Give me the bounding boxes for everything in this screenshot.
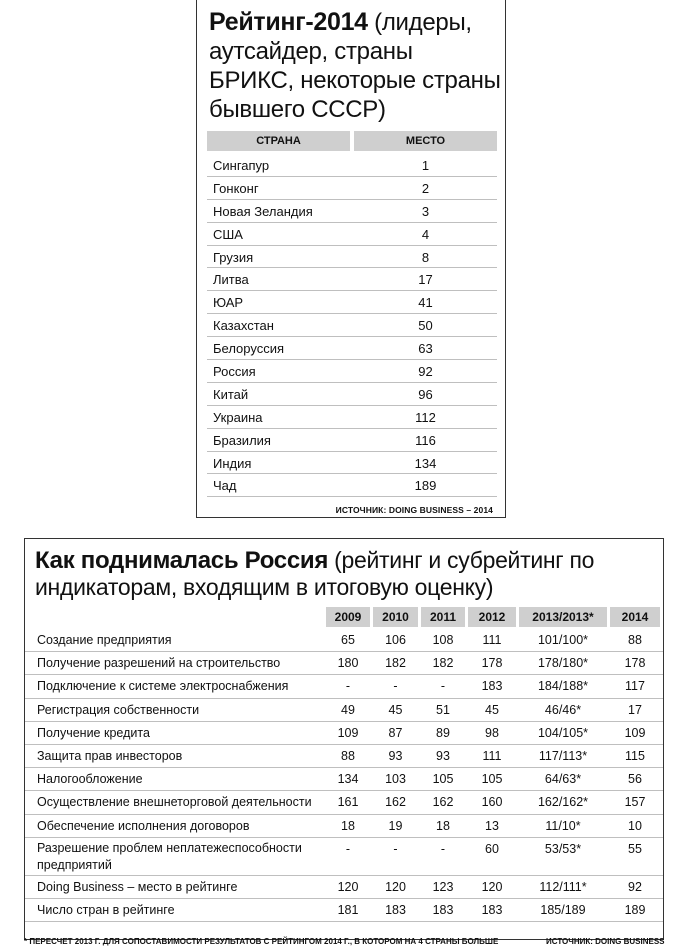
indicator-value: 45 [485, 702, 499, 717]
indicator-value: - [345, 679, 351, 694]
indicator-value: - [440, 679, 446, 694]
indicator-value: 123 [432, 879, 454, 894]
indicator-value: 101/100* [537, 633, 589, 647]
panel1-table-body [207, 154, 497, 497]
panel2-table-header [25, 607, 663, 627]
country-place: 50 [418, 318, 433, 334]
table-row [207, 314, 497, 337]
indicator-value: 64/63* [544, 772, 582, 787]
table-row [25, 675, 663, 698]
panel2-table-body [25, 629, 663, 922]
table-row [25, 745, 663, 768]
indicator-value: 93 [388, 748, 403, 763]
panel1-title-bold: Рейтинг-2014 [209, 8, 368, 36]
country-name: Чад [213, 478, 237, 494]
indicator-value: 183 [385, 902, 406, 917]
indicator-label: Налогообложение [37, 772, 143, 787]
indicator-value: 105 [481, 772, 503, 787]
indicator-value: 103 [385, 772, 406, 787]
indicator-value: 93 [436, 748, 450, 763]
indicator-value: 105 [432, 772, 454, 787]
indicator-value: 51 [436, 702, 450, 717]
indicator-value: 87 [388, 725, 403, 740]
indicator-value: 183 [432, 902, 454, 917]
country-name: Белоруссия [213, 341, 285, 357]
indicator-value: 17 [628, 702, 642, 717]
table-row [207, 246, 497, 269]
panel1-title-rest: (лидеры, аутсайдер, страны БРИКС, некоторые страны бывшего СССР) [209, 9, 501, 123]
indicator-value: 162 [432, 795, 454, 810]
indicator-value: 162 [385, 795, 406, 810]
header-country: СТРАНА [207, 131, 350, 151]
country-place: 17 [418, 272, 433, 288]
indicator-value: 88 [341, 748, 355, 763]
indicator-value: - [345, 841, 351, 856]
table-row [207, 200, 497, 223]
indicator-value: - [393, 841, 398, 856]
panel1-source: ИСТОЧНИК: DOING BUSINESS – 2014 [335, 505, 493, 515]
indicator-value: 106 [385, 633, 406, 647]
indicator-value: 46/46* [544, 702, 582, 717]
table-row [25, 876, 663, 899]
panel2-title [35, 547, 655, 601]
indicator-value: 109 [337, 725, 359, 740]
panel2-footnote: * ПЕРЕСЧЕТ 2013 Г. ДЛЯ СОПОСТАВИМОСТИ РЕЗУЛЬТАТОВ С РЕЙТИНГОМ 2014 Г., В КОТОРОМ НА 4 СТРАНЫ БОЛЬШЕ [24, 937, 499, 946]
indicator-value: 65 [341, 633, 355, 647]
indicator-label: Защита прав инвесторов [37, 748, 183, 763]
country-name: Гонконг [213, 180, 259, 196]
indicator-value: 120 [481, 879, 503, 894]
indicator-value: 117 [625, 679, 645, 694]
country-place: 2 [421, 180, 430, 196]
header-year: 2014 [610, 607, 660, 627]
table-row [207, 474, 497, 497]
indicator-value: 108 [432, 633, 454, 647]
indicator-value: 180 [337, 656, 359, 671]
country-name: Россия [213, 364, 256, 380]
indicator-value: 162/162* [537, 795, 589, 810]
header-year: 2013/2013* [519, 607, 607, 627]
table-row [207, 452, 497, 475]
country-name: Литва [213, 272, 249, 288]
indicator-label: Обеспечение исполнения договоров [37, 818, 250, 833]
indicator-value: 98 [485, 725, 499, 740]
table-row [207, 154, 497, 177]
panel1-table-header [207, 131, 497, 151]
indicator-label: Получение кредита [37, 725, 150, 740]
indicator-label: Разрешение проблем неплатежеспособности предприятий [37, 840, 302, 872]
table-row [25, 652, 663, 675]
indicator-value: 10 [628, 818, 642, 833]
country-name: Новая Зеландия [213, 203, 313, 219]
indicator-value: 109 [624, 725, 646, 740]
indicator-value: 45 [388, 702, 403, 717]
country-name: Бразилия [213, 432, 271, 448]
indicator-label: Регистрация собственности [37, 702, 200, 717]
russia-progress-panel [24, 538, 664, 940]
indicator-value: 181 [337, 902, 359, 917]
country-place: 1 [421, 158, 430, 173]
indicator-value: 56 [628, 772, 642, 787]
indicator-value: 182 [385, 656, 406, 671]
indicator-value: 13 [485, 818, 499, 833]
indicator-value: 115 [625, 748, 645, 763]
indicator-value: 161 [337, 795, 359, 810]
indicator-value: - [440, 841, 446, 856]
indicator-value: 134 [337, 772, 359, 787]
indicator-value: 160 [481, 795, 503, 810]
indicator-value: 89 [436, 725, 450, 740]
indicator-value: 11/10* [545, 818, 581, 833]
country-name: Китай [213, 386, 249, 402]
indicator-value: 183 [481, 679, 503, 694]
indicator-value: 18 [436, 818, 450, 833]
header-year: 2012 [468, 607, 516, 627]
country-name: Сингапур [213, 158, 270, 173]
country-place: 8 [421, 249, 430, 265]
country-name: Казахстан [213, 318, 274, 334]
country-place: 63 [418, 341, 433, 357]
table-row [207, 360, 497, 383]
country-name: Грузия [213, 249, 254, 265]
indicator-value: 120 [337, 879, 359, 894]
indicator-value: 60 [485, 841, 499, 856]
indicator-value: 111 [482, 633, 502, 647]
indicator-label: Число стран в рейтинге [37, 902, 175, 917]
country-place: 112 [415, 409, 436, 425]
indicator-value: 178 [624, 656, 646, 671]
header-year: 2011 [421, 607, 465, 627]
country-place: 4 [421, 226, 430, 242]
table-row [207, 291, 497, 314]
indicator-value: 178/180* [537, 656, 589, 671]
header-year: 2009 [326, 607, 370, 627]
indicator-value: 157 [624, 795, 646, 810]
indicator-value: - [393, 679, 398, 694]
indicator-value: 184/188* [537, 679, 589, 694]
country-place: 189 [414, 478, 437, 494]
indicator-value: 117/113* [538, 748, 588, 763]
country-name: Украина [213, 409, 263, 425]
indicator-value: 55 [628, 841, 642, 856]
table-row [25, 699, 663, 722]
panel1-title [209, 8, 501, 124]
country-place: 3 [421, 203, 430, 219]
table-row [207, 337, 497, 360]
table-row [207, 383, 497, 406]
indicator-value: 178 [481, 656, 503, 671]
table-row [207, 406, 497, 429]
indicator-value: 183 [481, 902, 503, 917]
indicator-label: Подключение к системе электроснабжения [37, 679, 289, 694]
country-name: США [213, 226, 243, 242]
table-row [25, 899, 663, 922]
indicator-value: 189 [624, 902, 646, 917]
country-place: 41 [418, 295, 433, 311]
indicator-value: 182 [432, 656, 454, 671]
indicator-label: Осуществление внешнеторговой деятельности [37, 795, 312, 810]
country-place: 92 [418, 364, 433, 380]
country-name: Индия [213, 455, 252, 471]
table-row [25, 768, 663, 791]
indicator-value: 111 [482, 748, 502, 763]
indicator-value: 112/111* [539, 879, 587, 894]
panel2-title-bold: Как поднималась Россия [35, 547, 329, 574]
country-name: ЮАР [213, 295, 244, 311]
indicator-label: Получение разрешений на строительство [37, 656, 281, 671]
table-row [207, 177, 497, 200]
indicator-value: 88 [628, 633, 642, 647]
indicator-value: 18 [341, 818, 355, 833]
indicator-label: Doing Business – место в рейтинге [37, 879, 238, 894]
indicator-value: 53/53* [544, 841, 582, 856]
indicator-value: 19 [388, 818, 403, 833]
indicator-value: 92 [628, 879, 642, 894]
indicator-value: 104/105* [537, 725, 589, 740]
indicator-value: 120 [385, 879, 406, 894]
country-place: 116 [415, 432, 436, 448]
header-year: 2010 [373, 607, 418, 627]
table-row [25, 815, 663, 838]
panel2-source: ИСТОЧНИК: DOING BUSINESS [546, 937, 665, 946]
table-row [25, 722, 663, 745]
country-place: 96 [418, 386, 433, 402]
indicator-label: Создание предприятия [37, 633, 172, 647]
indicator-value: 49 [341, 702, 355, 717]
table-row [207, 223, 497, 246]
country-place: 134 [414, 455, 437, 471]
table-row [207, 429, 497, 452]
table-row [25, 838, 663, 876]
header-place: МЕСТО [354, 131, 497, 151]
indicator-value: 185/189 [540, 902, 586, 917]
table-row [207, 268, 497, 291]
table-row [25, 791, 663, 814]
panel2-title-rest: (рейтинг и субрейтинг по индикаторам, входящим в итоговую оценку) [35, 547, 595, 600]
ranking-2014-panel [196, 0, 506, 518]
table-row [25, 629, 663, 652]
